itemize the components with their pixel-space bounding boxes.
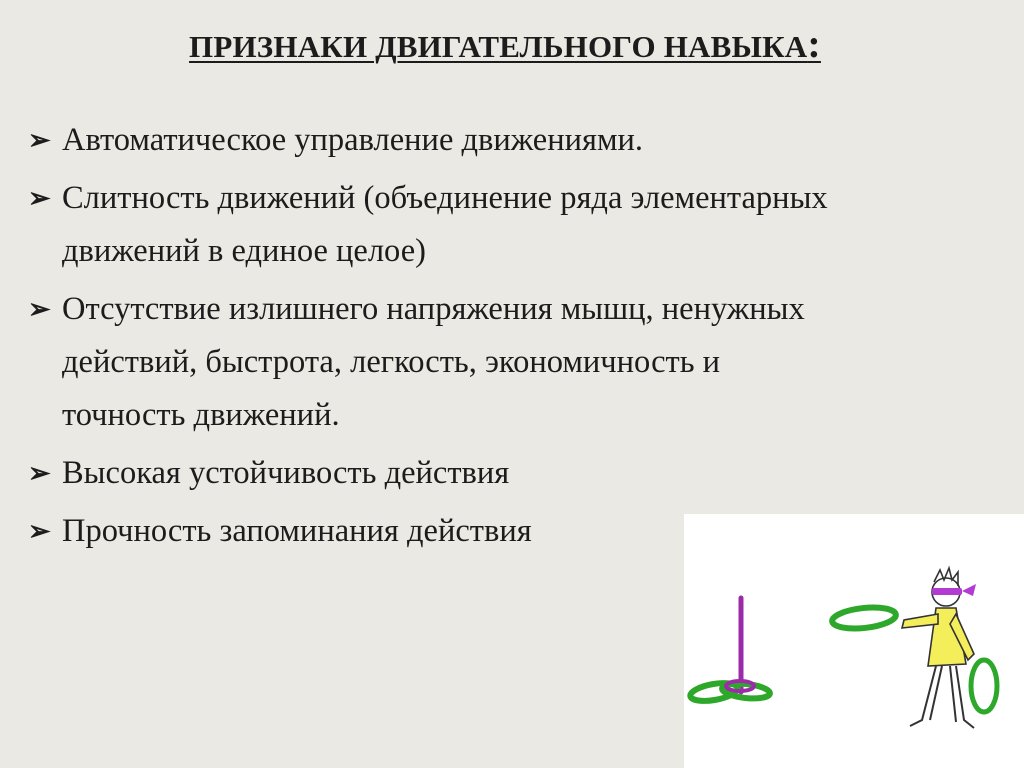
ring-toss-game-icon — [684, 514, 1024, 768]
title-text: ПРИЗНАКИ ДВИГАТЕЛЬНОГО НАВЫКА — [189, 29, 808, 64]
slide-title — [0, 20, 1010, 67]
bullet-item — [28, 172, 848, 278]
arrowhead-check-icon: ➢ — [28, 125, 51, 155]
ring-icon — [971, 660, 997, 712]
arrowhead-check-icon: ➢ — [28, 294, 51, 324]
bullet-item — [28, 447, 848, 500]
arrowhead-check-icon: ➢ — [28, 458, 51, 488]
bullet-text: Автоматическое управление движениями. — [62, 122, 644, 158]
bullet-text: Прочность запоминания действия — [62, 513, 532, 549]
title-colon: : — [807, 21, 821, 66]
bullet-text: Высокая устойчивость действия — [62, 455, 510, 491]
bullet-item — [28, 114, 848, 167]
blindfold-icon — [932, 588, 962, 595]
arrowhead-check-icon: ➢ — [28, 516, 51, 546]
bullet-list — [28, 114, 848, 563]
ring-toss-illustration — [684, 514, 1024, 768]
bullet-text: Отсутствие излишнего напряжения мышц, ненужных действий, быстрота, легкость, экономичность и точность движений. — [62, 291, 805, 433]
ring-icon — [831, 605, 897, 632]
bullet-text: Слитность движений (объединение ряда элементарных движений в единое целое) — [62, 180, 828, 269]
arrowhead-check-icon: ➢ — [28, 183, 51, 213]
bullet-item — [28, 283, 848, 442]
